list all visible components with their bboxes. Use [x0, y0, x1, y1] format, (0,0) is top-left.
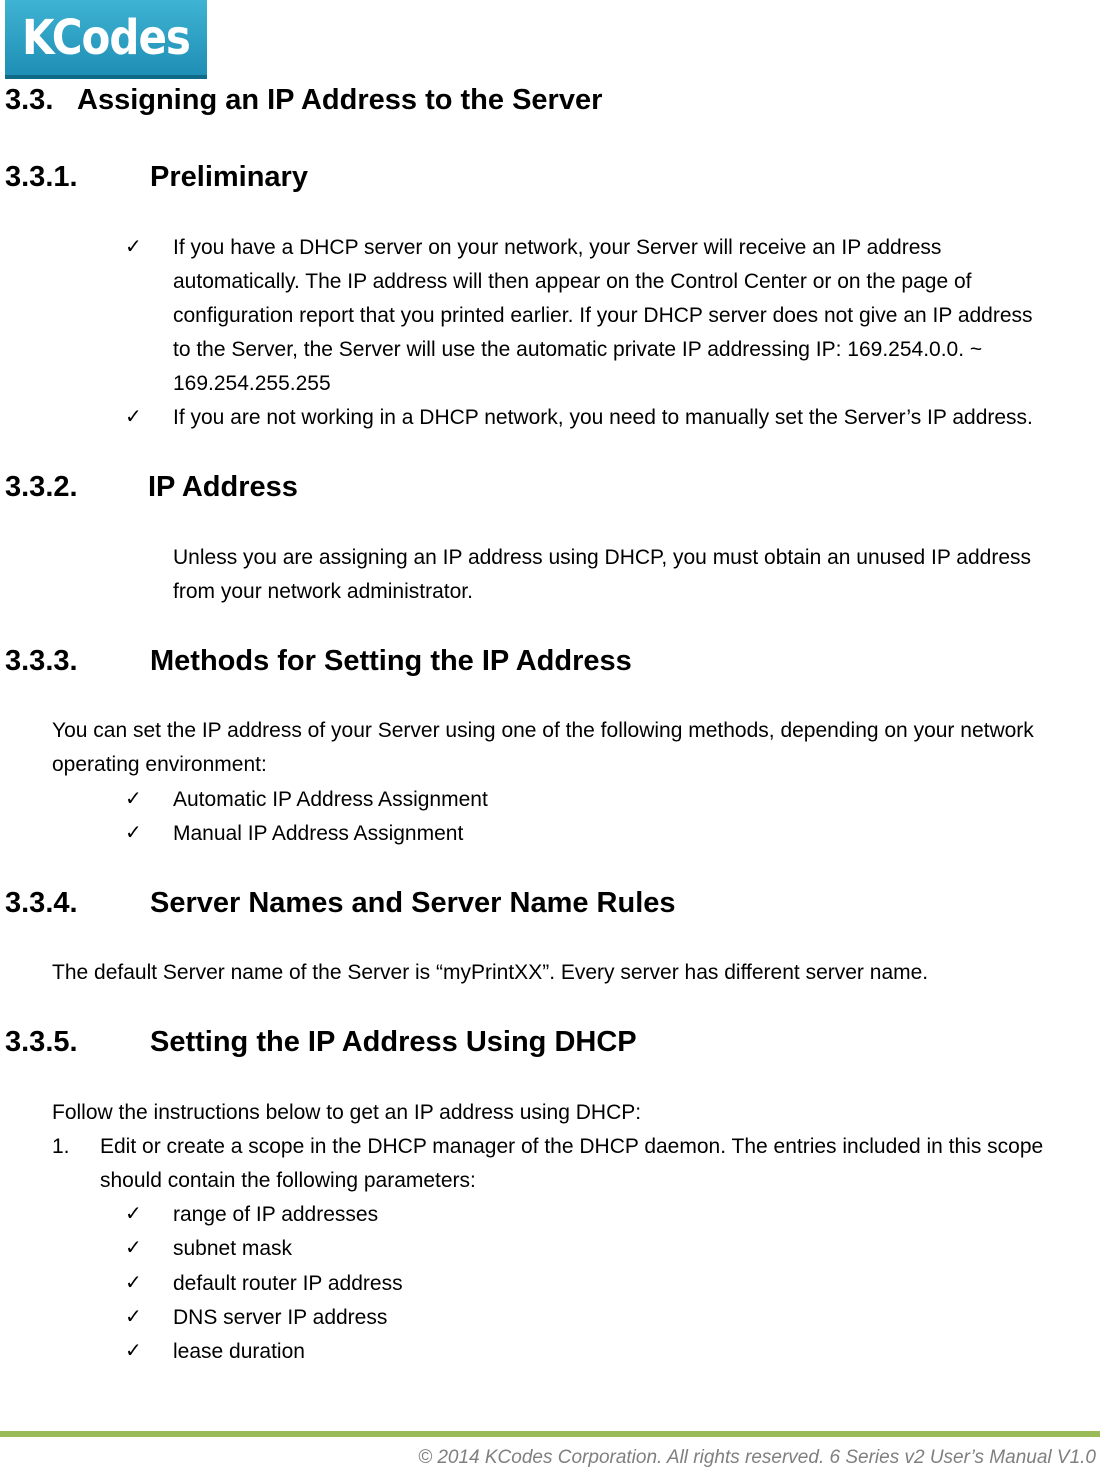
s5-step-line-1: Edit or create a scope in the DHCP manager of the DHCP daemon. The entries included in this scope — [100, 1135, 1044, 1158]
s5-bullet-5: lease duration — [173, 1340, 305, 1363]
logo-text: KCodes — [22, 9, 190, 66]
check-icon: ✓ — [125, 1201, 142, 1225]
s3-paragraph — [52, 714, 1034, 782]
s1-b1-line-5: 169.254.255.255 — [173, 372, 331, 395]
s3-line-2: operating environment: — [52, 753, 267, 776]
s5-bullet-2: subnet mask — [173, 1237, 293, 1260]
s5-step-text — [100, 1130, 1043, 1198]
s1-title: Preliminary — [150, 161, 308, 193]
s5-intro: Follow the instructions below to get an IP address using DHCP: — [52, 1101, 642, 1124]
s3-line-1: You can set the IP address of your Server using one of the following methods, depending on your network — [52, 719, 1034, 742]
s1-b1-line-4: to the Server, the Server will use the automatic private IP addressing IP: 169.254.0.0. ~ — [173, 338, 983, 361]
s2-line-1: Unless you are assigning an IP address using DHCP, you must obtain an unused IP address — [173, 546, 1032, 569]
s1-number: 3.3.1. — [5, 161, 78, 193]
s4-paragraph: The default Server name of the Server is “myPrintXX”. Every server has different server name. — [52, 961, 929, 984]
check-icon: ✓ — [125, 786, 142, 810]
check-icon: ✓ — [125, 1235, 142, 1259]
check-icon: ✓ — [125, 234, 142, 258]
kcodes-logo — [5, 0, 207, 79]
check-icon: ✓ — [125, 1304, 142, 1328]
s3-title: Methods for Setting the IP Address — [150, 645, 632, 677]
s5-number: 3.3.5. — [5, 1026, 78, 1058]
s2-number: 3.3.2. — [5, 471, 78, 503]
footer-divider — [0, 1431, 1100, 1437]
section-heading-title: Assigning an IP Address to the Server — [77, 84, 603, 116]
section-heading-number: 3.3. — [5, 84, 54, 116]
s3-bullet-2: Manual IP Address Assignment — [173, 822, 464, 845]
s1-b1-line-1: If you have a DHCP server on your network, your Server will receive an IP address — [173, 236, 942, 259]
check-icon: ✓ — [125, 1338, 142, 1362]
s5-bullet-1: range of IP addresses — [173, 1203, 379, 1226]
s5-bullet-3: default router IP address — [173, 1272, 403, 1295]
check-icon: ✓ — [125, 404, 142, 428]
s3-bullet-1: Automatic IP Address Assignment — [173, 788, 488, 811]
s1-bullet-1 — [173, 231, 1033, 401]
s5-step-line-2: should contain the following parameters: — [100, 1169, 476, 1192]
s4-title: Server Names and Server Name Rules — [150, 887, 676, 919]
s5-step-number: 1. — [52, 1135, 70, 1158]
footer-copyright: © 2014 KCodes Corporation. All rights reserved. 6 Series v2 User’s Manual V1.0 — [418, 1447, 1096, 1468]
s2-title: IP Address — [148, 471, 298, 503]
s1-bullet-2: If you are not working in a DHCP network, you need to manually set the Server’s IP address. — [173, 406, 1033, 429]
s1-b1-line-3: configuration report that you printed earlier. If your DHCP server does not give an IP address — [173, 304, 1033, 327]
check-icon: ✓ — [125, 1270, 142, 1294]
s2-line-2: from your network administrator. — [173, 580, 473, 603]
s3-number: 3.3.3. — [5, 645, 78, 677]
check-icon: ✓ — [125, 820, 142, 844]
s4-number: 3.3.4. — [5, 887, 78, 919]
s1-b1-line-2: automatically. The IP address will then appear on the Control Center or on the page of — [173, 270, 972, 293]
s5-bullet-4: DNS server IP address — [173, 1306, 388, 1329]
s2-paragraph — [173, 541, 1031, 609]
s5-title: Setting the IP Address Using DHCP — [150, 1026, 637, 1058]
